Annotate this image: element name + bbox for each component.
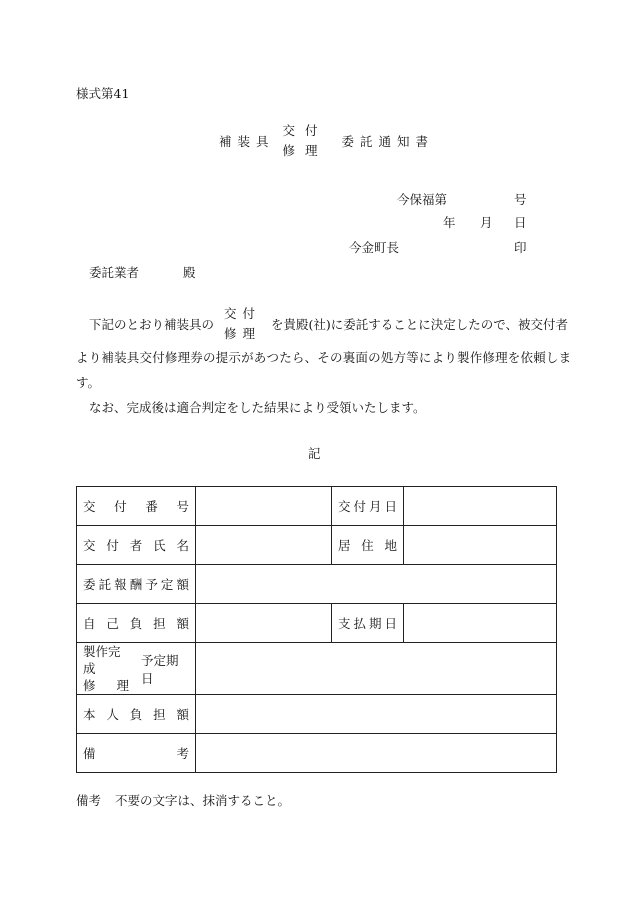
label-self-pay-amount: 自 己 負 担 額 <box>77 604 196 643</box>
label-production-complete: 製作完成 <box>83 644 121 676</box>
issuer: 今金町長 <box>349 240 400 255</box>
date-year: 年 <box>443 215 456 230</box>
label-remarks: 備 考 <box>77 734 196 773</box>
form-number: 様式第41 <box>76 86 130 101</box>
value-remarks[interactable] <box>196 734 557 773</box>
title-stack-top: 交付 <box>282 123 328 138</box>
value-scheduled-date[interactable] <box>196 643 557 695</box>
record-mark: 記 <box>308 446 321 461</box>
p1-stack <box>224 304 261 344</box>
label-commission-fee: 委 託 報 酬 予 定 額 <box>77 565 196 604</box>
body-paragraph-line2: より補装具交付修理券の提示があつたら、その裏面の処方等により製作修理を依頼しま <box>76 350 572 365</box>
body-paragraph-line1 <box>89 307 568 341</box>
label-repair-b: 理 <box>116 678 129 693</box>
addressee: 委託業者 <box>89 265 140 280</box>
body-paragraph-line3: す。 <box>76 375 101 390</box>
table-row <box>77 565 557 604</box>
addressee-honorific: 殿 <box>183 265 196 280</box>
title-stack <box>283 121 328 161</box>
footnote <box>76 791 290 809</box>
date-day: 日 <box>514 215 527 230</box>
label-delivery-number: 交 付 番 号 <box>77 487 196 526</box>
table-row <box>77 487 557 526</box>
label-delivery-date: 交 付 月 日 <box>332 487 404 526</box>
value-residence[interactable] <box>404 526 557 565</box>
title-part2: 委託通知書 <box>341 134 435 149</box>
p1-stack-top: 交付 <box>224 306 262 321</box>
value-personal-burden[interactable] <box>196 695 557 734</box>
table-row <box>77 526 557 565</box>
value-payment-date[interactable] <box>404 604 557 643</box>
doc-number-suffix: 号 <box>514 192 527 207</box>
title-stack-bottom: 修理 <box>282 143 328 158</box>
table-row <box>77 734 557 773</box>
p1-stack-bottom: 修理 <box>224 326 262 341</box>
value-self-pay-amount[interactable] <box>196 604 332 643</box>
p1-end: を貴殿(社)に委託することに決定したので、被交付者 <box>271 317 569 332</box>
footnote-text: 不要の文字は、抹消すること。 <box>115 793 291 808</box>
details-table <box>76 486 557 773</box>
label-scheduled-date <box>77 643 196 695</box>
value-commission-fee[interactable] <box>196 565 557 604</box>
title-part1: 補装具 <box>219 134 275 149</box>
table-row <box>77 643 557 695</box>
table-row <box>77 695 557 734</box>
value-recipient-name[interactable] <box>196 526 332 565</box>
seal-mark: 印 <box>514 240 527 255</box>
label-scheduled-date-text: 予定期日 <box>141 652 179 686</box>
label-personal-burden: 本 人 負 担 額 <box>77 695 196 734</box>
label-recipient-name: 交 付 者 氏 名 <box>77 526 196 565</box>
footnote-label: 備考 <box>76 793 102 808</box>
p1-start: 下記のとおり補装具の <box>89 317 215 332</box>
label-repair-a: 修 <box>83 678 96 693</box>
document-title <box>219 124 434 158</box>
doc-number-prefix: 今保福第 <box>397 192 448 207</box>
table-row <box>77 604 557 643</box>
body-paragraph-line4: なお、完成後は適合判定をした結果により受領いたします。 <box>89 400 426 415</box>
date-month: 月 <box>480 215 493 230</box>
label-payment-date: 支 払 期 日 <box>332 604 404 643</box>
label-residence: 居 住 地 <box>332 526 404 565</box>
value-delivery-date[interactable] <box>404 487 557 526</box>
value-delivery-number[interactable] <box>196 487 332 526</box>
